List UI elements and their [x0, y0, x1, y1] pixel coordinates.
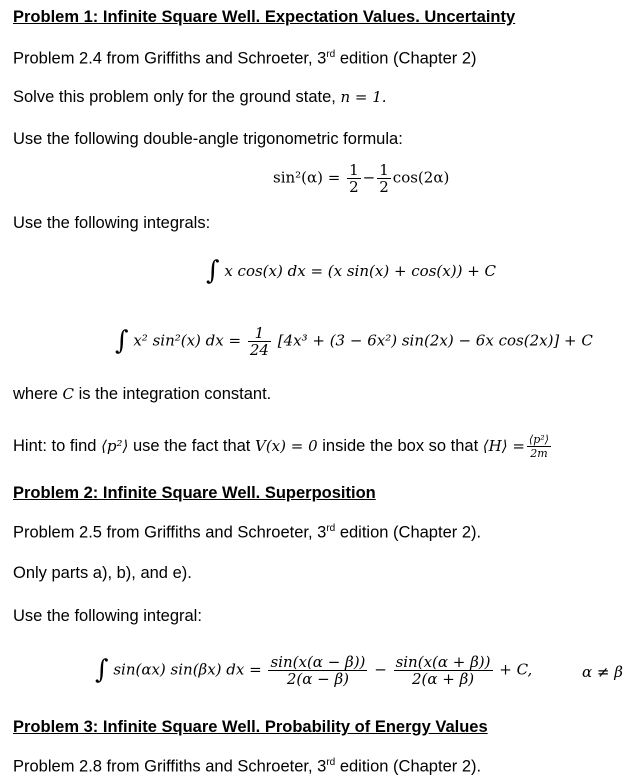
problem3-reference: Problem 2.8 from Griffiths and Schroeter, 3rd edition (Chapter 2).: [13, 757, 482, 776]
integral-3: ∫ sin(αx) sin(βx) dx = $\frac{\sin(x(\alpha - \beta))}{2(\alpha - \beta)}$ − $\frac{\sin(x(\alpha + \beta))}{2(\alpha + \beta)}$ + C,: [95, 653, 533, 688]
ground-state-line: Solve this problem only for the ground state, n = 1.: [13, 88, 387, 106]
problem1-reference: Problem 2.4 from Griffiths and Schroeter, 3rd edition (Chapter 2): [13, 49, 477, 68]
integral-condition: α ≠ β: [582, 663, 623, 681]
integral-sign: ∫: [95, 654, 109, 685]
problem1-heading: Problem 1: Infinite Square Well. Expectation Values. Uncertainty: [13, 8, 516, 26]
integral-2: ∫ x² sin²(x) dx = $\frac{1}{24}$ [4x³ + (3 − 6x²) sin(2x) − 6x cos(2x)] + C: [115, 324, 593, 359]
constant-note: where C is the integration constant.: [13, 385, 272, 403]
integral-sign: ∫: [206, 256, 220, 286]
hint-line: Hint: to find ⟨p²⟩ use the fact that V(x) = 0 inside the box so that ⟨H⟩ = $\frac{\text{⟨p²⟩}}{2m}$: [13, 433, 549, 460]
fraction: $\frac{1}{2}$: [349, 161, 359, 196]
fraction: $\frac{\sin(x(\alpha - \beta))}{2(\alpha - \beta)}$: [270, 653, 366, 688]
integrals-intro: Use the following integrals:: [13, 214, 211, 232]
fraction: $\frac{\sin(x(\alpha + \beta))}{2(\alpha + \beta)}$: [395, 653, 491, 688]
trig-intro: Use the following double-angle trigonometric formula:: [13, 130, 403, 148]
fraction: $\frac{1}{24}$: [249, 324, 269, 359]
problem2-integral-intro: Use the following integral:: [13, 607, 202, 625]
trig-formula: sin²(α) = $\frac{1}{2}$ − $\frac{1}{2}$ cos(2α): [273, 161, 450, 196]
integral-sign: ∫: [115, 325, 129, 356]
fraction: $\frac{\text{⟨p²⟩}}{2m}$: [528, 433, 549, 460]
problem3-heading: Problem 3: Infinite Square Well. Probability of Energy Values: [13, 718, 488, 736]
problem2-reference: Problem 2.5 from Griffiths and Schroeter, 3rd edition (Chapter 2).: [13, 523, 482, 542]
integral-1: ∫ x cos(x) dx = (x sin(x) + cos(x)) + C: [206, 256, 497, 286]
fraction: $\frac{1}{2}$: [379, 161, 389, 196]
problem2-heading: Problem 2: Infinite Square Well. Superposition: [13, 484, 376, 502]
problem2-parts: Only parts a), b), and e).: [13, 564, 192, 582]
